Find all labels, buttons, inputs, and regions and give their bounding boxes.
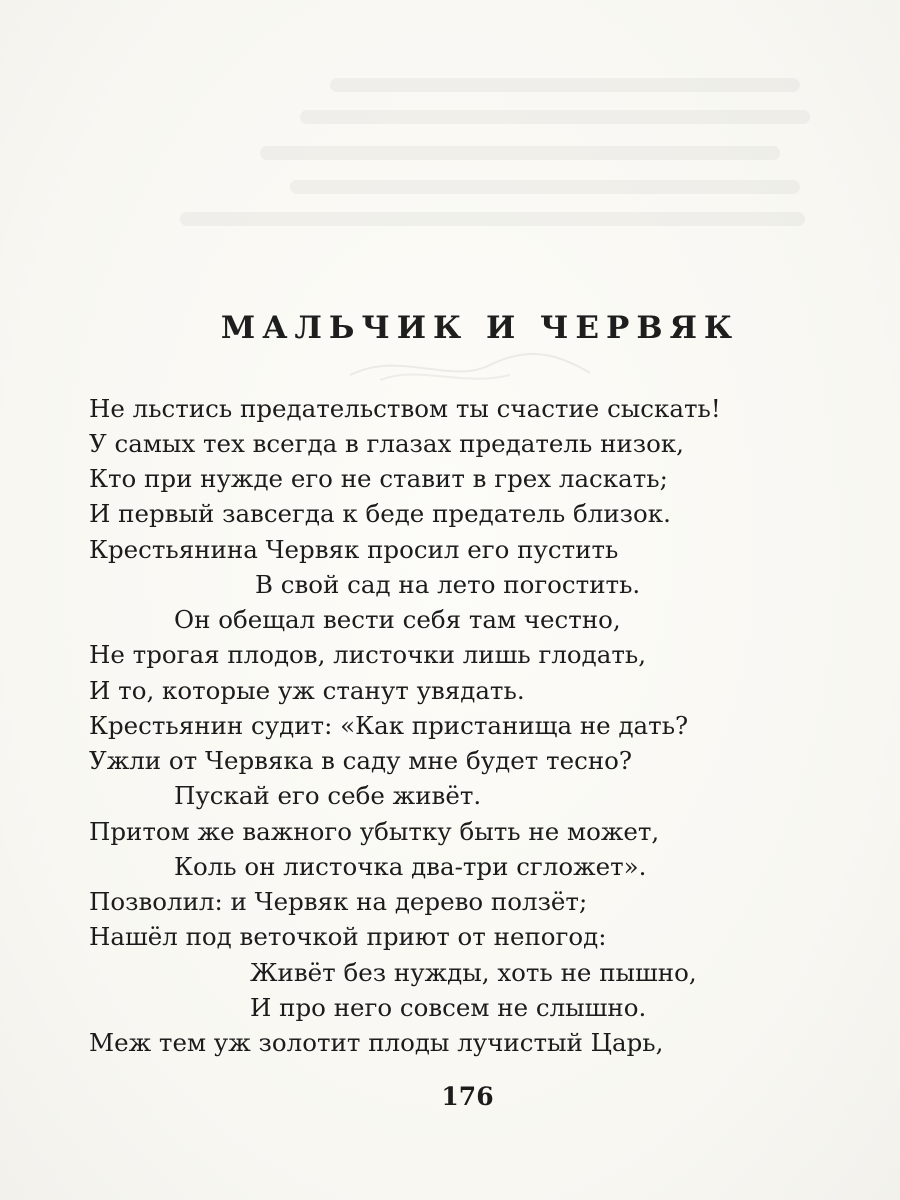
page-number: 176: [441, 1082, 494, 1111]
poem-line: Ужли от Червяка в саду мне будет тесно?: [89, 746, 633, 775]
poem-line: Притом же важного убытку быть не может,: [89, 817, 660, 846]
poem-line: Пускай его себе живёт.: [174, 781, 482, 810]
poem-line: Живёт без нужды, хоть не пышно,: [250, 958, 697, 987]
poem-line: В свой сад на лето погостить.: [255, 570, 641, 599]
poem-line: И про него совсем не слышно.: [250, 993, 647, 1022]
poem-line: Нашёл под веточкой приют от непогод:: [89, 922, 607, 951]
poem-title: МАЛЬЧИК И ЧЕРВЯК: [220, 310, 740, 346]
poem-line: Меж тем уж золотит плоды лучистый Царь,: [89, 1028, 664, 1057]
poem-line: Коль он листочка два-три сгложет».: [174, 852, 647, 881]
poem-line: Не льстись предательством ты счастие сыскать!: [89, 394, 721, 423]
poem-line: У самых тех всегда в глазах предатель низок,: [89, 429, 684, 458]
poem-line: Крестьянина Червяк просил его пустить: [89, 535, 619, 564]
poem-line: Крестьянин судит: «Как пристанища не дать?: [89, 711, 689, 740]
poem-line: Позволил: и Червяк на дерево ползёт;: [89, 887, 588, 916]
poem-line: Он обещал вести себя там честно,: [174, 605, 621, 634]
poem-line: И то, которые уж станут увядать.: [89, 676, 525, 705]
poem-line: Не трогая плодов, листочки лишь глодать,: [89, 640, 647, 669]
poem-line: Кто при нужде его не ставит в грех ласкать;: [89, 464, 668, 493]
title-ornament-icon: [340, 345, 600, 390]
poem-line: И первый завсегда к беде предатель близок.: [89, 499, 671, 528]
